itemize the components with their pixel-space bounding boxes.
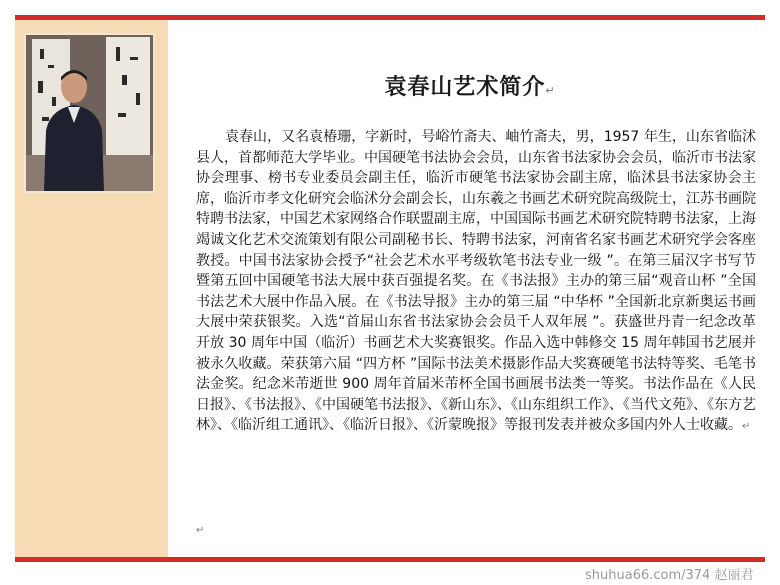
title-text: 袁春山艺术简介 (384, 75, 546, 100)
paragraph-mark-icon: ↵ (545, 84, 556, 97)
biography-text: 袁春山，又名袁椿珊，字新时，号峪竹斋夫、岫竹斋夫，男，1957 年生，山东省临沭县人，首都师范大学毕业。中国硬笔书法协会会员，山东省书法家协会会员，临沂市书法家协会理事、榜书专业委员会副主任，临沂市硬笔书法家协会副主席，临沭县书法家协会主席，临沂市孝文化研究会临沭分会副会长，山东羲之书画艺术研究院高级院士，江苏书画院特聘书法家，中国艺术家网络合作联盟副主席，中国国际书画艺术研究院特聘书法家，上海竭诚文化艺术交流策划有限公司副秘书长、特聘书法家，河南省名家书画艺术研究学会客座教授。中国书法家协会授予“社会艺术水平考级软笔书法专业一级 ”。在第三届汉字书写节暨第五回中国硬笔书法大展中获百强提名奖。在《书法报》主办的第三届“观音山杯 ”全国书法艺术大展中作品入展。在《书法导报》主办的第三届 “中华杯 ”全国新北京新奥运书画大展中荣获银奖。入选“首届山东省书法家协会会员千人双年展 ”。获盛世丹青一纪念改革开放 30 周年中国（临沂）书画艺术大奖赛银奖。作品入选中韩修交 15 周年韩国书艺展并被永久收藏。荣获第六届 “四方杯 ”国际书法美术摄影作品大奖赛硬笔书法特等奖、毛笔书法金奖。纪念米芾逝世 900 周年首届米芾杯全国书画展书法类一等奖。书法作品在《人民日报》、《书法报》、《中国硬笔书法报》、《新山东》、《山东组织工作》、《当代文苑》、《东方艺林》、《临沂组工通讯》、《临沂日报》、《沂蒙晚报》等报刊发表并被众多国内外人士收藏。 (196, 129, 756, 434)
document-title (190, 70, 750, 101)
paragraph-mark-icon: ↵ (742, 421, 751, 433)
watermark-text: shuhua66.com/374 赵丽君 (582, 566, 780, 585)
empty-paragraph-mark-icon: ↵ (196, 525, 205, 536)
bottom-accent-bar (15, 557, 765, 562)
biography-paragraph (196, 127, 756, 438)
portrait-image (26, 35, 153, 191)
author-portrait-photo (24, 33, 155, 193)
